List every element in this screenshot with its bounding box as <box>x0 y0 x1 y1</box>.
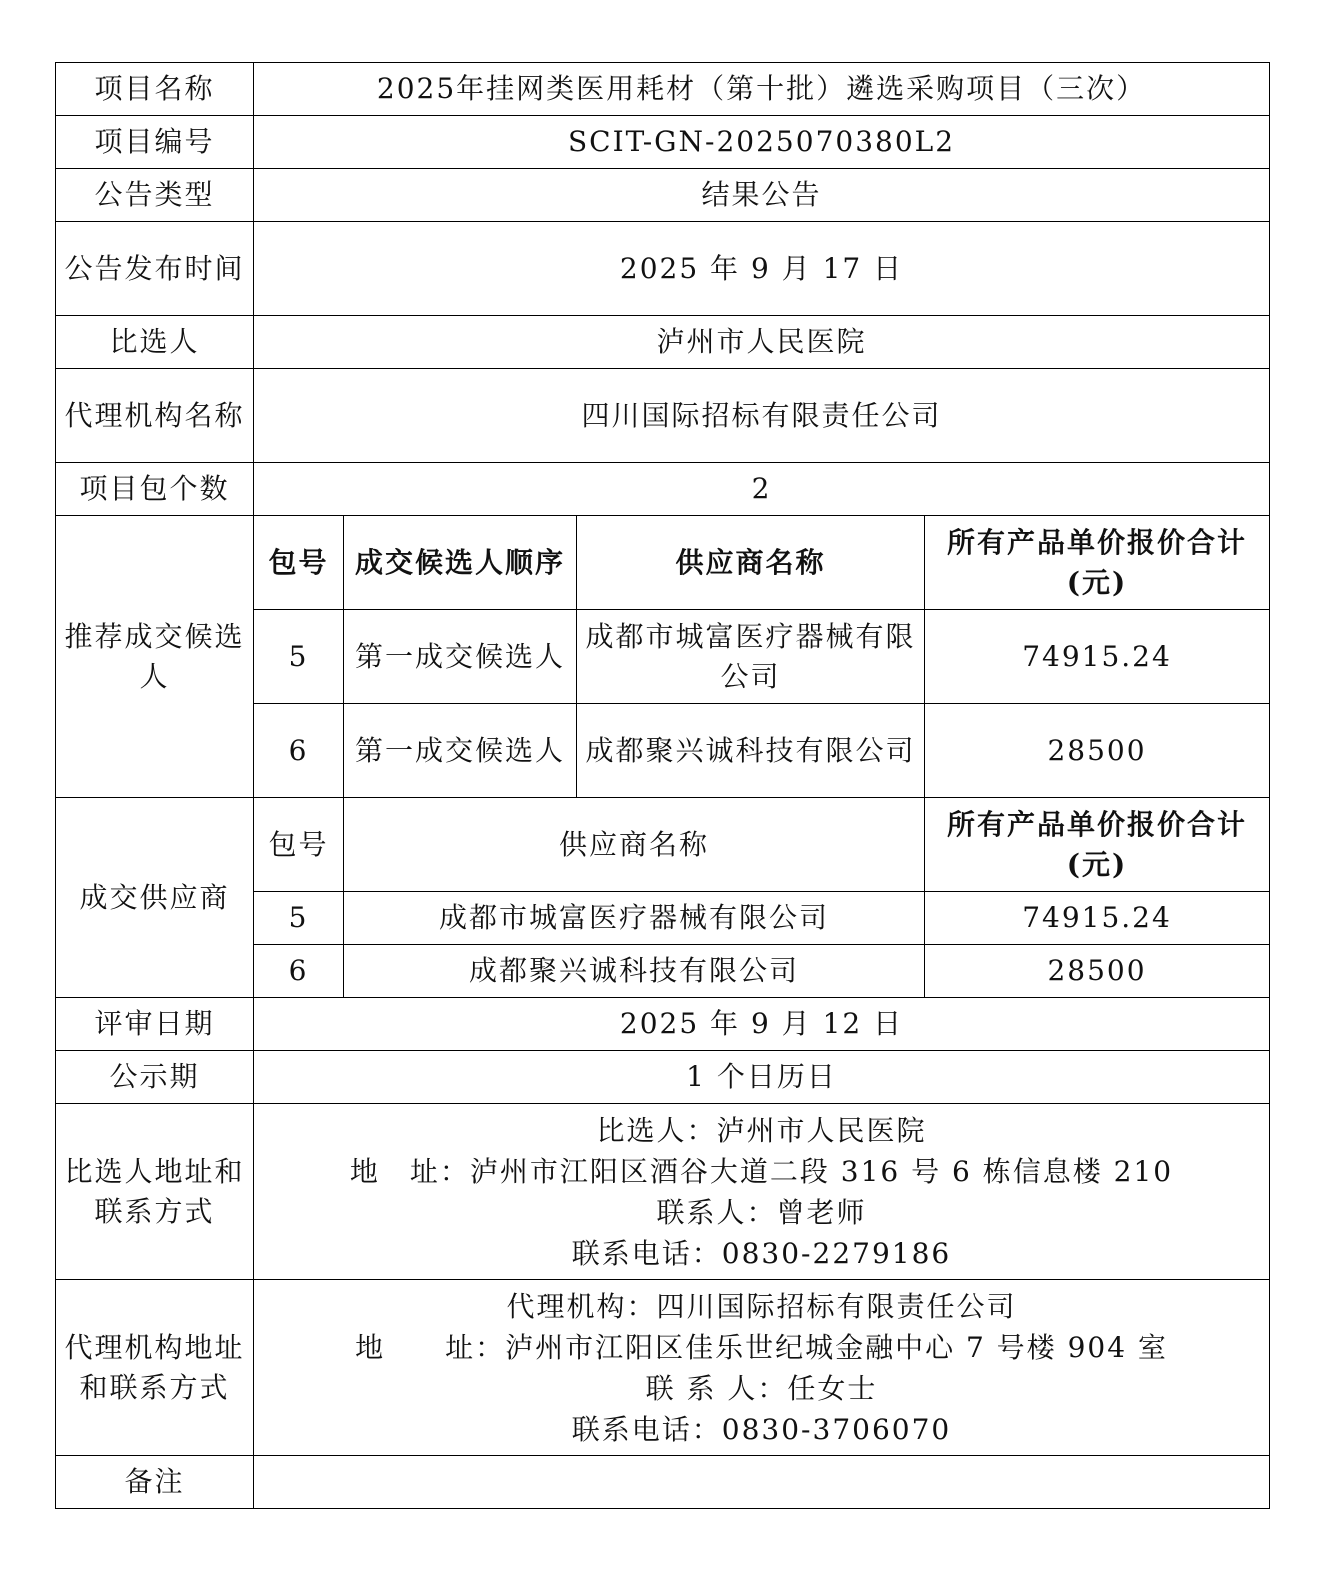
publicity-period-label: 公示期 <box>56 1051 254 1104</box>
project-number-label: 项目编号 <box>56 116 254 169</box>
winning-total: 28500 <box>925 945 1270 998</box>
project-number-value: SCIT-GN-2025070380L2 <box>254 116 1270 169</box>
winning-label: 成交供应商 <box>56 798 254 998</box>
recommended-supplier: 成都聚兴诚科技有限公司 <box>577 704 925 798</box>
selector-contact-line: 地 址：泸州市江阳区酒谷大道二段 316 号 6 栋信息楼 210 <box>349 1154 1174 1188</box>
remarks-label: 备注 <box>56 1456 254 1509</box>
selector-contact-line: 比选人：泸州市人民医院 <box>596 1113 927 1147</box>
agency-contact-line: 联系电话：0830-3706070 <box>571 1412 952 1446</box>
notice-type-label: 公告类型 <box>56 169 254 222</box>
selector-contact-label: 比选人地址和联系方式 <box>56 1104 254 1280</box>
winning-package: 6 <box>254 945 344 998</box>
winning-total: 74915.24 <box>925 892 1270 945</box>
agency-name-value: 四川国际招标有限责任公司 <box>254 369 1270 463</box>
selector-label: 比选人 <box>56 316 254 369</box>
recommended-header-order: 成交候选人顺序 <box>344 516 577 610</box>
review-date-label: 评审日期 <box>56 998 254 1051</box>
agency-contact-block <box>254 1280 1270 1456</box>
recommended-order: 第一成交候选人 <box>344 610 577 704</box>
publish-time-label: 公告发布时间 <box>56 222 254 316</box>
package-count-label: 项目包个数 <box>56 463 254 516</box>
winning-header-package: 包号 <box>254 798 344 892</box>
recommended-supplier: 成都市城富医疗器械有限公司 <box>577 610 925 704</box>
winning-header-total: 所有产品单价报价合计(元) <box>925 798 1270 892</box>
recommended-total: 74915.24 <box>925 610 1270 704</box>
selector-contact-line: 联系电话：0830-2279186 <box>571 1236 952 1270</box>
project-name-value: 2025年挂网类医用耗材（第十批）遴选采购项目（三次） <box>254 63 1270 116</box>
recommended-package: 6 <box>254 704 344 798</box>
recommended-total: 28500 <box>925 704 1270 798</box>
recommended-order: 第一成交候选人 <box>344 704 577 798</box>
agency-contact-line: 联 系 人：任女士 <box>645 1371 878 1405</box>
agency-name-label: 代理机构名称 <box>56 369 254 463</box>
recommended-header-total: 所有产品单价报价合计(元) <box>925 516 1270 610</box>
recommended-header-supplier: 供应商名称 <box>577 516 925 610</box>
agency-contact-label: 代理机构地址和联系方式 <box>56 1280 254 1456</box>
publish-time-value: 2025 年 9 月 17 日 <box>254 222 1270 316</box>
selector-contact-block <box>254 1104 1270 1280</box>
recommended-package: 5 <box>254 610 344 704</box>
result-notice-table <box>55 62 1270 1509</box>
agency-contact-line: 地 址：泸州市江阳区佳乐世纪城金融中心 7 号楼 904 室 <box>355 1330 1168 1364</box>
project-name-label: 项目名称 <box>56 63 254 116</box>
selector-contact-line: 联系人：曾老师 <box>656 1195 867 1229</box>
review-date-value: 2025 年 9 月 12 日 <box>254 998 1270 1051</box>
winning-header-supplier: 供应商名称 <box>344 798 925 892</box>
winning-package: 5 <box>254 892 344 945</box>
winning-supplier: 成都聚兴诚科技有限公司 <box>344 945 925 998</box>
agency-contact-line: 代理机构：四川国际招标有限责任公司 <box>506 1289 1017 1323</box>
remarks-value <box>254 1456 1270 1509</box>
recommended-label: 推荐成交候选人 <box>56 516 254 798</box>
publicity-period-value: 1 个日历日 <box>254 1051 1270 1104</box>
package-count-value: 2 <box>254 463 1270 516</box>
recommended-header-package: 包号 <box>254 516 344 610</box>
selector-value: 泸州市人民医院 <box>254 316 1270 369</box>
notice-type-value: 结果公告 <box>254 169 1270 222</box>
winning-supplier: 成都市城富医疗器械有限公司 <box>344 892 925 945</box>
